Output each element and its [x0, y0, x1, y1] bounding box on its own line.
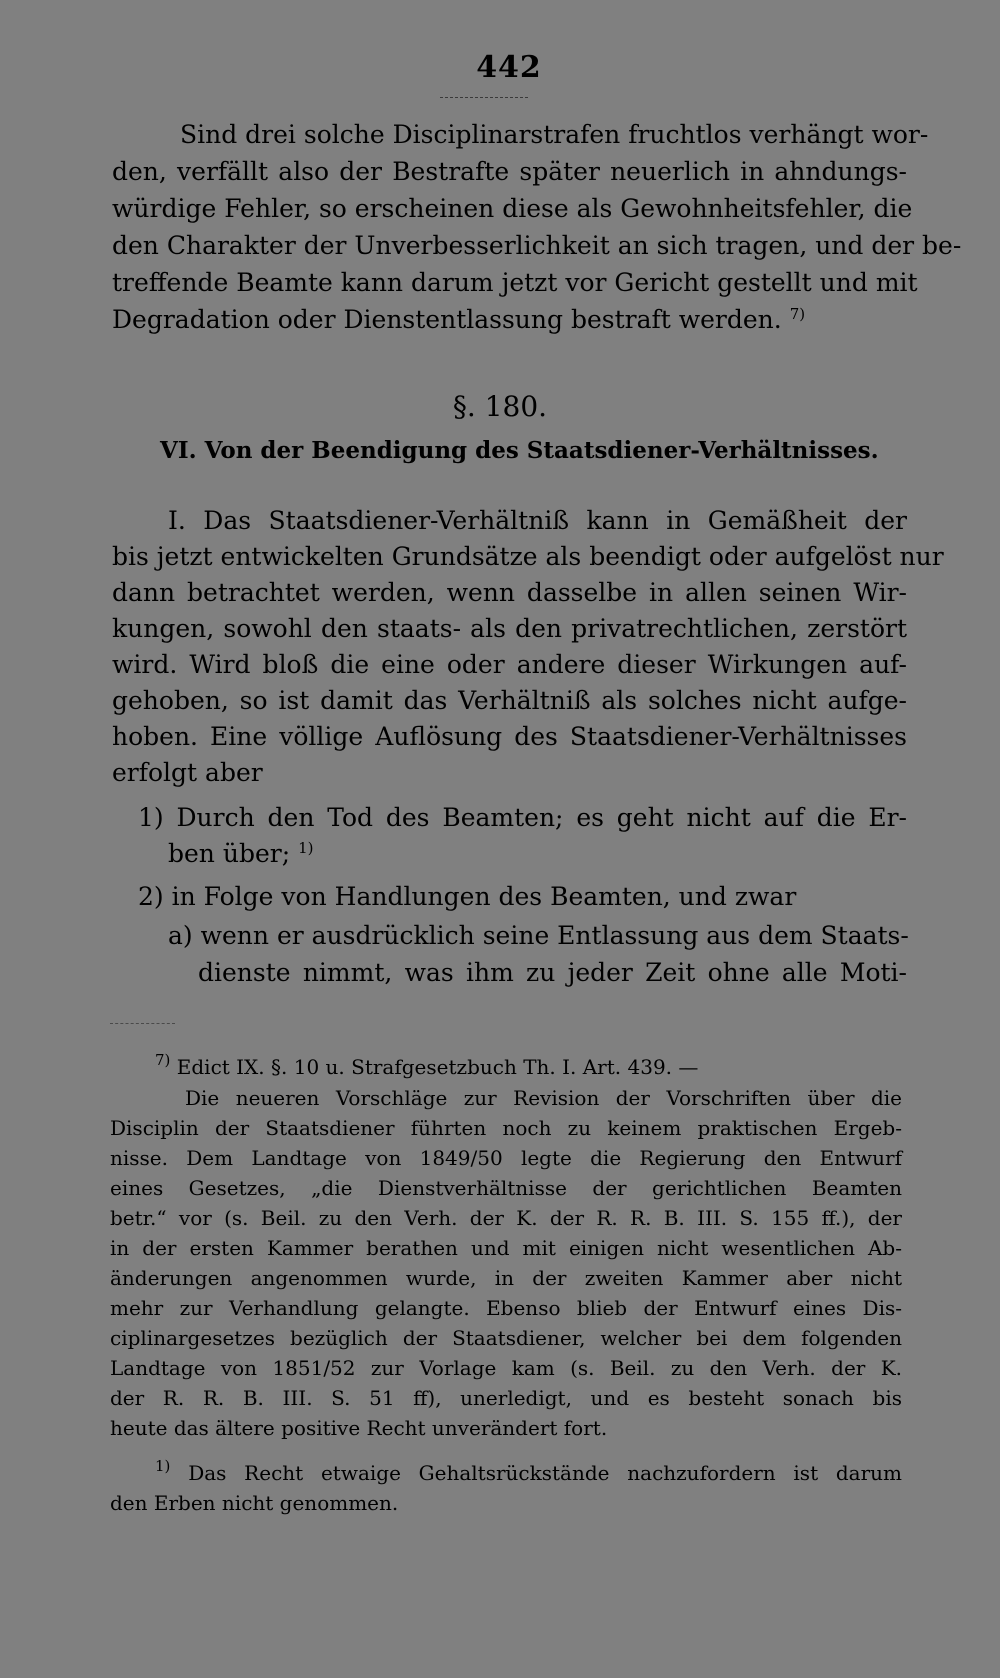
text-line: bis jetzt entwickelten Grundsätze als beendigt oder aufgelöst nur [112, 542, 944, 571]
footnote-ref-1: 1) [298, 839, 314, 857]
text-line: den Charakter der Unverbesserlichkeit an sich tragen, und der be- [112, 231, 962, 260]
footnote-separator [110, 1023, 175, 1024]
header-rule [440, 97, 528, 98]
footnote-marker: 7) [155, 1051, 171, 1069]
text-line: hoben. Eine völlige Auflösung des Staatsdiener-Verhältnisses [112, 722, 907, 751]
footnote-ref-7: 7) [789, 305, 806, 323]
footnote-line [155, 1457, 903, 1486]
list-item-1: 1) Durch den Tod des Beamten; es geht nicht auf die Er- [138, 803, 907, 832]
footnote-line: eines Gesetzes, „die Dienstverhältnisse der gerichtlichen Beamten [110, 1176, 902, 1200]
footnote-text: Das Recht etwaige Gehaltsrückstände nachzufordern ist darum [188, 1461, 903, 1485]
text-line: den, verfällt also der Bestrafte später neuerlich in ahndungs- [112, 157, 907, 186]
footnote-line: heute das ältere positive Recht unverändert fort. [110, 1416, 608, 1440]
footnote-line: den Erben nicht genommen. [110, 1491, 399, 1515]
text-line: dann betrachtet werden, wenn dasselbe in allen seinen Wir- [112, 578, 907, 607]
footnote-line: mehr zur Verhandlung gelangte. Ebenso blieb der Entwurf eines Dis- [110, 1296, 902, 1320]
section-heading: VI. Von der Beendigung des Staatsdiener-Verhältnisses. [160, 437, 879, 464]
footnote-line: betr.“ vor (s. Beil. zu den Verh. der K. der R. R. B. III. S. 155 ff.), der [110, 1206, 902, 1230]
list-item-2a: a) wenn er ausdrücklich seine Entlassung aus dem Staats- [168, 921, 909, 950]
text-line [112, 305, 907, 335]
footnote-marker: 1) [155, 1457, 171, 1475]
section-number: §. 180. [452, 390, 548, 423]
footnote-line: Die neueren Vorschläge zur Revision der Vorschriften über die [185, 1086, 902, 1110]
text-line: treffende Beamte kann darum jetzt vor Gericht gestellt und mit [112, 268, 918, 297]
footnote-text: Edict IX. §. 10 u. Strafgesetzbuch Th. I. Art. 439. — [176, 1055, 699, 1079]
footnote-line: nisse. Dem Landtage von 1849/50 legte die Regierung den Entwurf [110, 1146, 902, 1170]
list-item-2a-continuation: dienste nimmt, was ihm zu jeder Zeit ohne alle Moti- [198, 958, 907, 987]
footnote-line: in der ersten Kammer berathen und mit einigen nicht wesentlichen Ab- [110, 1236, 902, 1260]
text-line-content: ben über; [168, 839, 291, 868]
text-line: gehoben, so ist damit das Verhältniß als solches nicht aufge- [112, 686, 907, 715]
footnote-line: Landtage von 1851/52 zur Vorlage kam (s. Beil. zu den Verh. der K. [110, 1356, 902, 1380]
page-number: 442 [476, 50, 542, 85]
text-line: I. Das Staatsdiener-Verhältniß kann in Gemäßheit der [168, 506, 907, 535]
footnote-line: änderungen angenommen wurde, in der zweiten Kammer aber nicht [110, 1266, 902, 1290]
footnote-line: Disciplin der Staatsdiener führten noch zu keinem praktischen Ergeb- [110, 1116, 902, 1140]
text-line: Sind drei solche Disciplinarstrafen fruchtlos verhängt wor- [180, 120, 929, 149]
text-line: erfolgt aber [112, 758, 263, 787]
footnote-line [155, 1051, 902, 1080]
text-line: wird. Wird bloß die eine oder andere dieser Wirkungen auf- [112, 650, 907, 679]
footnote-line: der R. R. B. III. S. 51 ff), unerledigt, und es besteht sonach bis [110, 1386, 902, 1410]
text-line: kungen, sowohl den staats- als den privatrechtlichen, zerstört [112, 614, 907, 643]
text-line: würdige Fehler, so erscheinen diese als Gewohnheitsfehler, die [112, 194, 913, 223]
list-item-2: 2) in Folge von Handlungen des Beamten, und zwar [138, 882, 797, 911]
footnote-line: ciplinargesetzes bezüglich der Staatsdiener, welcher bei dem folgenden [110, 1326, 902, 1350]
text-line-content: Degradation oder Dienstentlassung bestraft werden. [112, 305, 782, 334]
list-item-1-continuation [168, 839, 907, 869]
